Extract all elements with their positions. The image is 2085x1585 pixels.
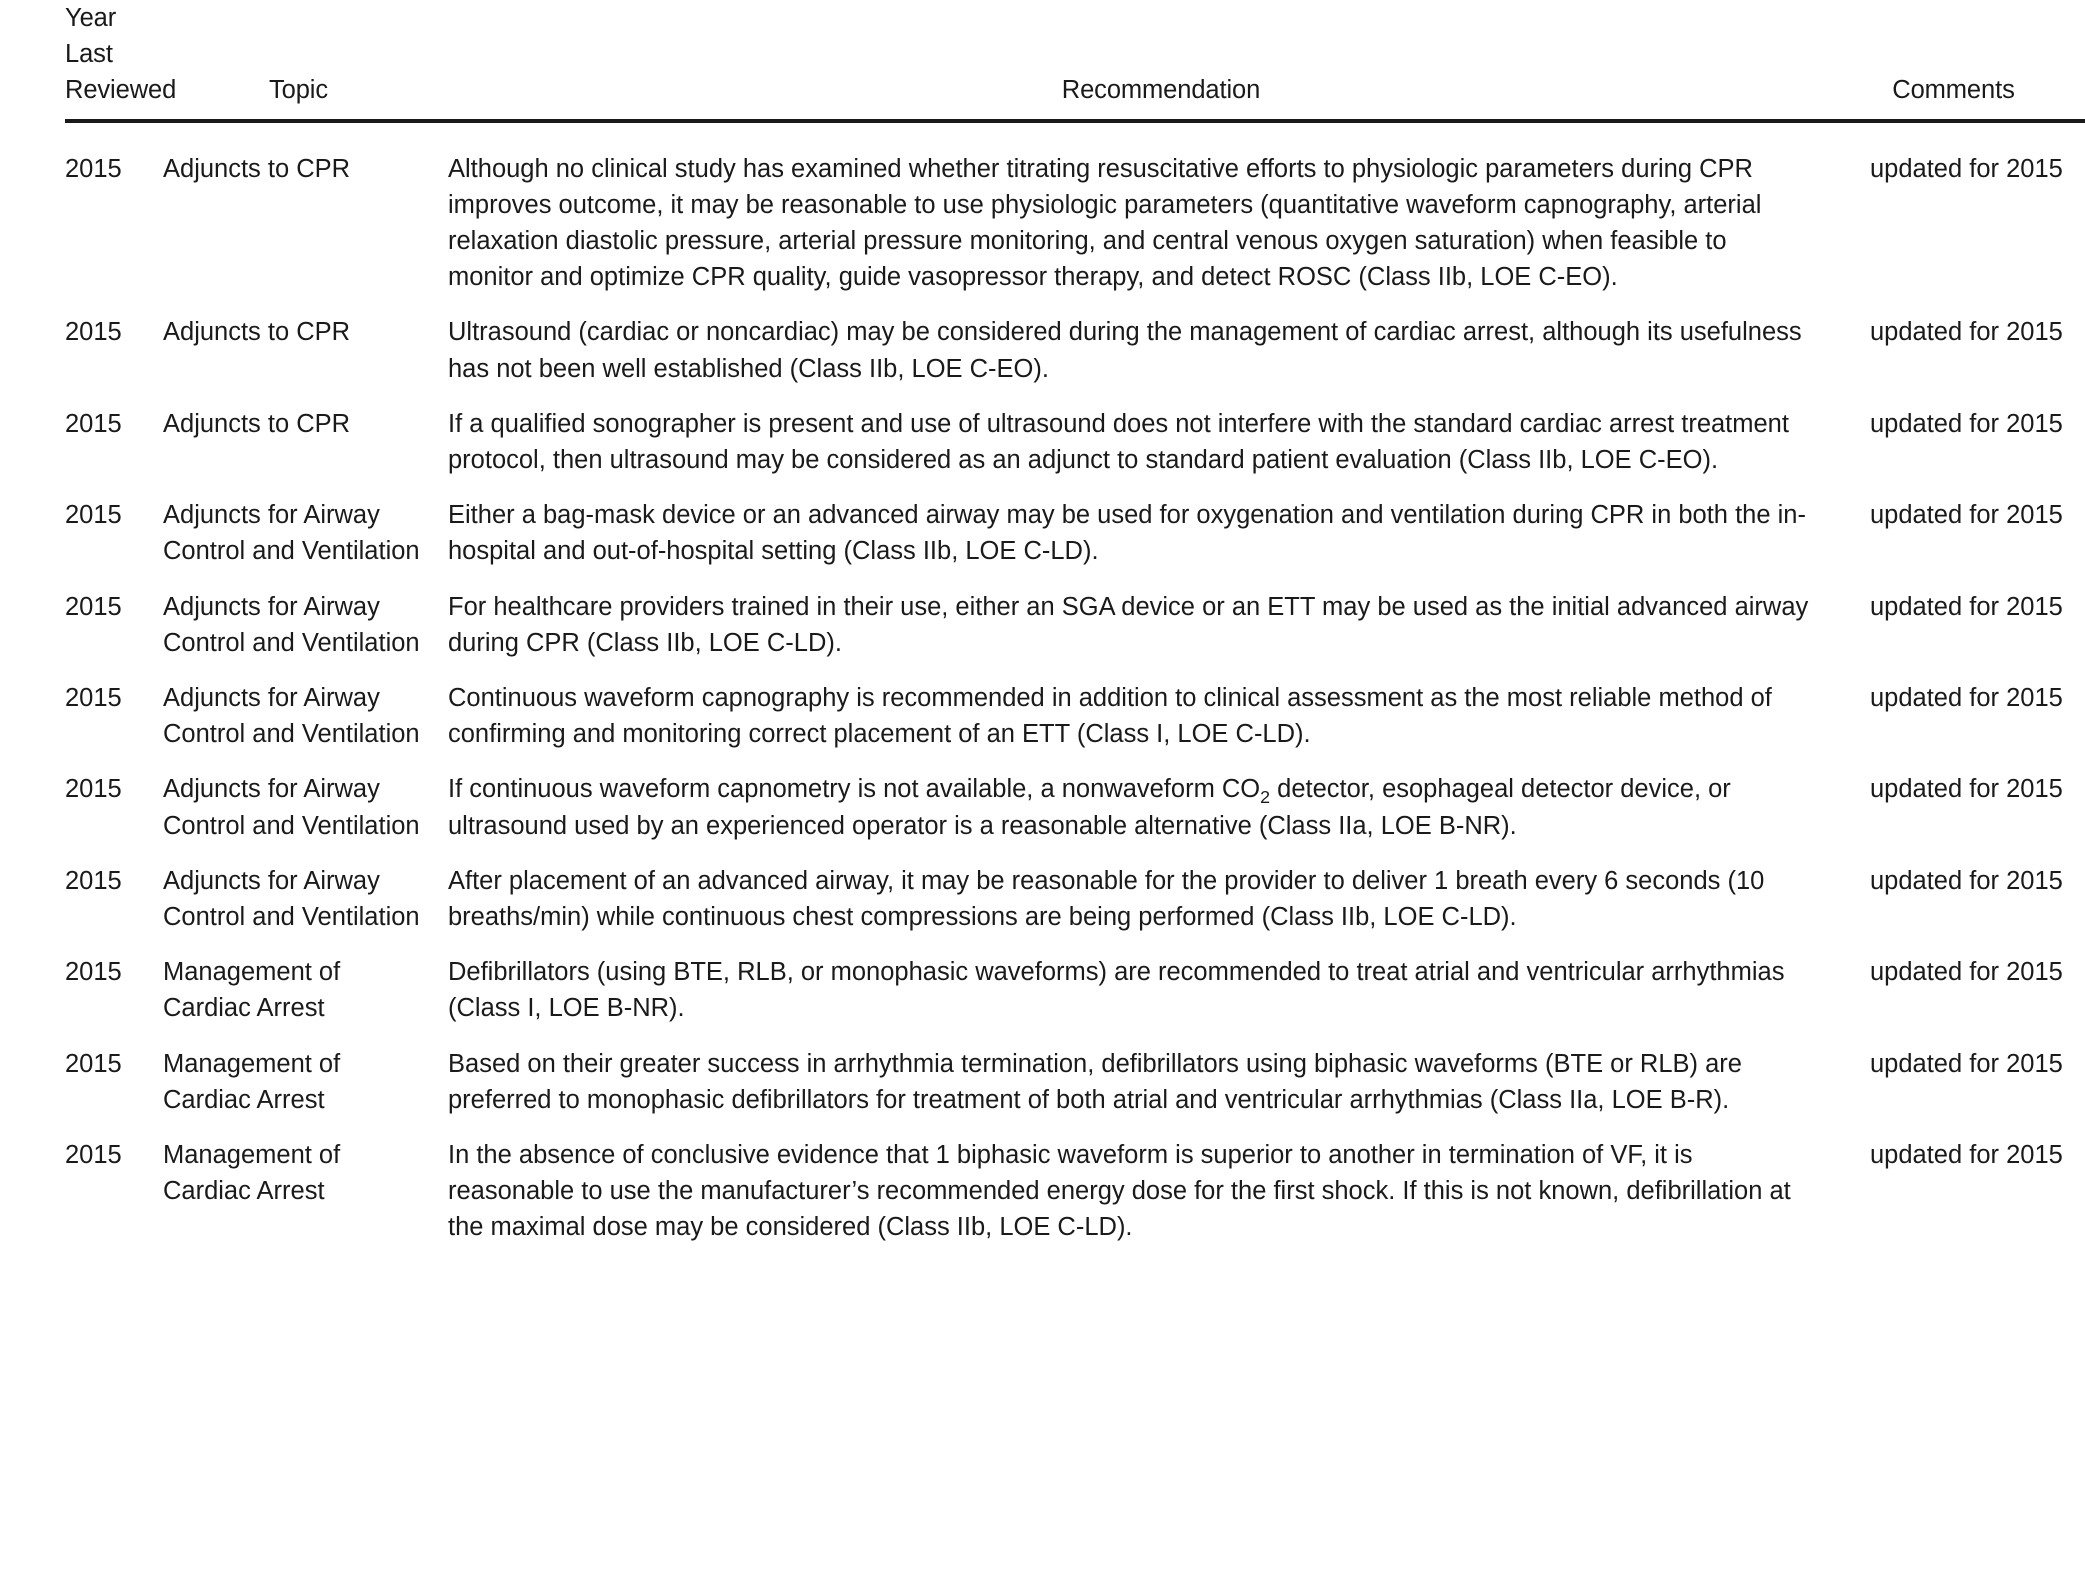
table-row bbox=[0, 478, 2085, 569]
table-row bbox=[0, 387, 2085, 478]
cell-topic: Adjuncts to CPR bbox=[163, 409, 351, 438]
cell-recommendation bbox=[448, 295, 1870, 386]
recommendation-text: Continuous waveform capnography is recommended in addition to clinical assessment as the most reliable method of confirming and monitoring correct placement of an ETT (Class I, LOE C-LD). bbox=[448, 684, 1772, 749]
recommendation-text: Defibrillators (using BTE, RLB, or monophasic waveforms) are recommended to treat atrial and ventricular arrhythmias (Class I, LOE B-NR). bbox=[448, 958, 1785, 1023]
cell-comments: updated for 2015 bbox=[1870, 501, 2063, 530]
column-header-year-line2: Reviewed bbox=[65, 76, 177, 105]
cell-recommendation bbox=[448, 661, 1870, 752]
cell-recommendation bbox=[448, 844, 1870, 935]
table-header-row bbox=[0, 0, 2085, 119]
cell-year-last-reviewed: 2015 bbox=[65, 1141, 122, 1170]
cell-comments: updated for 2015 bbox=[1870, 409, 2063, 438]
recommendation-text: Either a bag-mask device or an advanced airway may be used for oxygenation and ventilation during CPR in both the in-hospital and out-of-hospital setting (Class IIb, LOE C-LD). bbox=[448, 501, 1806, 566]
cell-comments: updated for 2015 bbox=[1870, 684, 2063, 713]
recommendation-text: If continuous waveform capnometry is not available, a nonwaveform $CO_2$ detector, esophageal detector device, or ultrasound used by an experienced operator is a reasonable alternative (Class IIa, LOE B-NR). bbox=[448, 775, 1731, 840]
table-row bbox=[0, 752, 2085, 843]
column-header-topic: Topic bbox=[268, 76, 329, 105]
cell-year-last-reviewed: 2015 bbox=[65, 592, 122, 621]
table-row bbox=[0, 123, 2085, 296]
cell-topic: Management of Cardiac Arrest bbox=[163, 1141, 341, 1206]
cell-year-last-reviewed: 2015 bbox=[65, 409, 122, 438]
cell-recommendation bbox=[448, 935, 1870, 1026]
cell-recommendation bbox=[448, 752, 1870, 843]
column-header-year-line1: Year Last bbox=[65, 4, 117, 69]
cell-year-last-reviewed: 2015 bbox=[65, 684, 122, 713]
cell-topic: Adjuncts for Airway Control and Ventilation bbox=[163, 866, 420, 932]
recommendation-text: Based on their greater success in arrhythmia termination, defibrillators using biphasic waveforms (BTE or RLB) are preferred to monophasic defibrillators for treatment of both atrial and ventricular arrhythmias (Class IIa, LOE B-R). bbox=[448, 1049, 1742, 1114]
cell-recommendation bbox=[448, 1027, 1870, 1118]
cell-year-last-reviewed: 2015 bbox=[65, 775, 122, 804]
cell-comments: updated for 2015 bbox=[1870, 775, 2063, 804]
cell-comments: updated for 2015 bbox=[1870, 154, 2063, 183]
recommendation-text: If a qualified sonographer is present and use of ultrasound does not interfere with the standard cardiac arrest treatment protocol, then ultrasound may be considered as an adjunct to standard patient evaluation (Class IIb, LOE C-EO). bbox=[448, 409, 1789, 475]
cell-year-last-reviewed: 2015 bbox=[65, 154, 122, 183]
table-row bbox=[0, 1118, 2085, 1246]
recommendation-text: Ultrasound (cardiac or noncardiac) may be considered during the management of cardiac arrest, although its usefulness has not been well established (Class IIb, LOE C-EO). bbox=[448, 318, 1802, 383]
cell-topic: Adjuncts to CPR bbox=[163, 318, 351, 347]
column-header-comments: Comments bbox=[1892, 76, 2015, 105]
cell-recommendation bbox=[448, 478, 1870, 569]
cell-year-last-reviewed: 2015 bbox=[65, 501, 122, 530]
table-row bbox=[0, 844, 2085, 935]
cell-recommendation bbox=[448, 1118, 1870, 1246]
column-header-recommendation: Recommendation bbox=[1061, 76, 1261, 105]
cell-comments: updated for 2015 bbox=[1870, 958, 2063, 987]
cell-year-last-reviewed: 2015 bbox=[65, 866, 122, 895]
cell-comments: updated for 2015 bbox=[1870, 1141, 2063, 1170]
table-row bbox=[0, 570, 2085, 661]
cell-comments: updated for 2015 bbox=[1870, 1049, 2063, 1078]
table-row bbox=[0, 295, 2085, 386]
cell-topic: Adjuncts for Airway Control and Ventilation bbox=[163, 775, 420, 840]
table-body bbox=[0, 123, 2085, 1246]
cell-topic: Management of Cardiac Arrest bbox=[163, 1049, 341, 1114]
recommendation-text: After placement of an advanced airway, it may be reasonable for the provider to deliver 1 breath every 6 seconds (10 breaths/min) while continuous chest compressions are being performed (Class IIb, LOE C-LD). bbox=[448, 866, 1765, 932]
table-row bbox=[0, 661, 2085, 752]
cell-comments: updated for 2015 bbox=[1870, 866, 2063, 895]
cell-year-last-reviewed: 2015 bbox=[65, 318, 122, 347]
recommendation-text: Although no clinical study has examined whether titrating resuscitative efforts to physiologic parameters during CPR improves outcome, it may be reasonable to use physiologic parameters (quantitative waveform capnography, arterial relaxation diastolic pressure, arterial pressure monitoring, and central venous oxygen saturation) when feasible to monitor and optimize CPR quality, guide vasopressor therapy, and detect ROSC (Class IIb, LOE C-EO). bbox=[448, 154, 1762, 292]
cell-recommendation bbox=[448, 387, 1870, 478]
table-row bbox=[0, 935, 2085, 1026]
cell-year-last-reviewed: 2015 bbox=[65, 1049, 122, 1078]
recommendation-text: In the absence of conclusive evidence that 1 biphasic waveform is superior to another in termination of VF, it is reasonable to use the manufacturer’s recommended energy dose for the first shock. If this is not known, defibrillation at the maximal dose may be considered (Class IIb, LOE C-LD). bbox=[448, 1141, 1791, 1242]
cell-comments: updated for 2015 bbox=[1870, 318, 2063, 347]
cell-topic: Adjuncts for Airway Control and Ventilation bbox=[163, 684, 420, 749]
cell-comments: updated for 2015 bbox=[1870, 592, 2063, 621]
recommendation-text: For healthcare providers trained in their use, either an SGA device or an ETT may be used as the initial advanced airway during CPR (Class IIb, LOE C-LD). bbox=[448, 592, 1809, 657]
cell-topic: Adjuncts for Airway Control and Ventilation bbox=[163, 592, 420, 657]
cell-recommendation bbox=[448, 570, 1870, 661]
cell-recommendation bbox=[448, 123, 1870, 296]
table-row bbox=[0, 1027, 2085, 1118]
cell-topic: Adjuncts to CPR bbox=[163, 154, 351, 183]
cell-topic: Management of Cardiac Arrest bbox=[163, 958, 341, 1023]
cell-topic: Adjuncts for Airway Control and Ventilation bbox=[163, 501, 420, 566]
column-header-year-last-reviewed bbox=[0, 0, 177, 119]
cell-year-last-reviewed: 2015 bbox=[65, 958, 122, 987]
table-header bbox=[0, 0, 2085, 123]
